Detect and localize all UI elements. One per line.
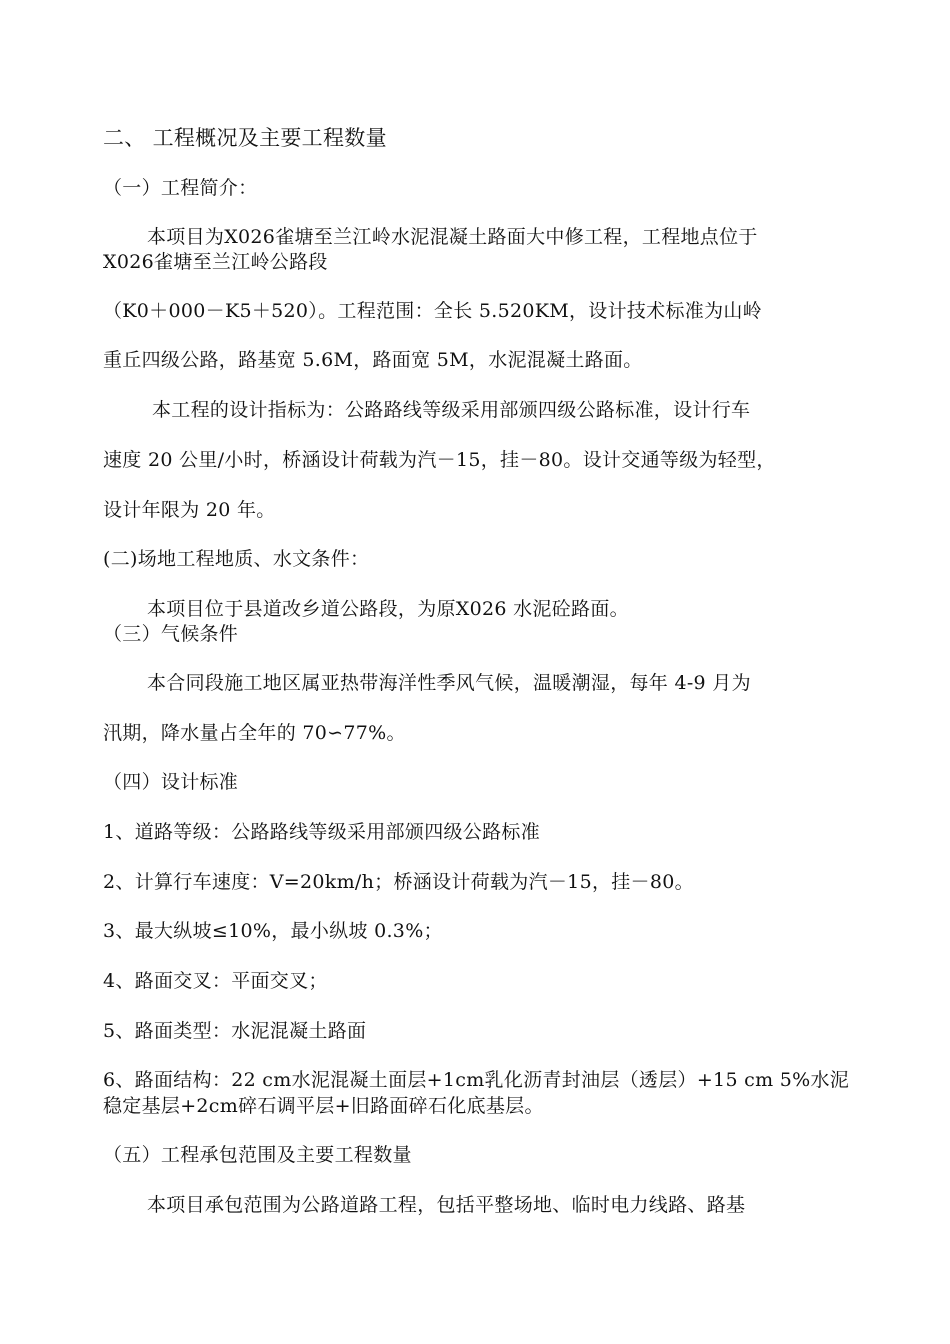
list-item-continuation: 稳定基层+2cm碎石调平层+旧路面碎石化底基层。: [103, 1095, 544, 1117]
paragraph-line: 本项目承包范围为公路道路工程，包括平整场地、临时电力线路、路基: [147, 1194, 746, 1216]
paragraph-line: （K0＋000－K5＋520）。工程范围：全长 5.520KM，设计技术标准为山岭: [103, 300, 762, 322]
heading-climate: （三）气候条件: [103, 623, 239, 645]
paragraph-line: 本合同段施工地区属亚热带海洋性季风气候，温暖潮湿，每年 4-9 月为: [147, 672, 751, 694]
paragraph-line: 本项目为X026雀塘至兰江岭水泥混凝土路面大中修工程，工程地点位于: [147, 226, 758, 248]
paragraph-line: 重丘四级公路，路基宽 5.6M，路面宽 5M，水泥混凝土路面。: [103, 349, 643, 371]
section-title: 二、 工程概况及主要工程数量: [103, 126, 387, 150]
paragraph-line: X026雀塘至兰江岭公路段: [103, 251, 328, 273]
heading-contract-scope: （五）工程承包范围及主要工程数量: [103, 1144, 412, 1166]
paragraph-line: 设计年限为 20 年。: [103, 499, 276, 521]
heading-design-standard: （四）设计标准: [103, 771, 239, 793]
list-item: 6、路面结构：22 cm水泥混凝土面层+1cm乳化沥青封油层（透层）+15 cm 5%水泥: [103, 1069, 850, 1091]
list-item: 4、路面交叉：平面交叉；: [103, 970, 328, 992]
list-item: 1、道路等级：公路路线等级采用部颁四级公路标准: [103, 821, 540, 843]
heading-project-intro: （一）工程简介：: [103, 177, 258, 199]
list-item: 2、计算行车速度：V=20km/h；桥涵设计荷载为汽－15，挂－80。: [103, 871, 694, 893]
paragraph-line: 速度 20 公里/小时，桥涵设计荷载为汽－15，挂－80。设计交通等级为轻型，: [103, 449, 776, 471]
list-item: 5、路面类型：水泥混凝土路面: [103, 1020, 367, 1042]
paragraph-line: 本项目位于县道改乡道公路段，为原X026 水泥砼路面。: [147, 598, 629, 620]
paragraph-line: 本工程的设计指标为：公路路线等级采用部颁四级公路标准，设计行车: [152, 399, 751, 421]
list-item: 3、最大纵坡≤10%，最小纵坡 0.3%；: [103, 920, 443, 942]
paragraph-line: 汛期，降水量占全年的 70∽77%。: [103, 722, 406, 744]
heading-geology: (二)场地工程地质、水文条件：: [103, 548, 370, 570]
